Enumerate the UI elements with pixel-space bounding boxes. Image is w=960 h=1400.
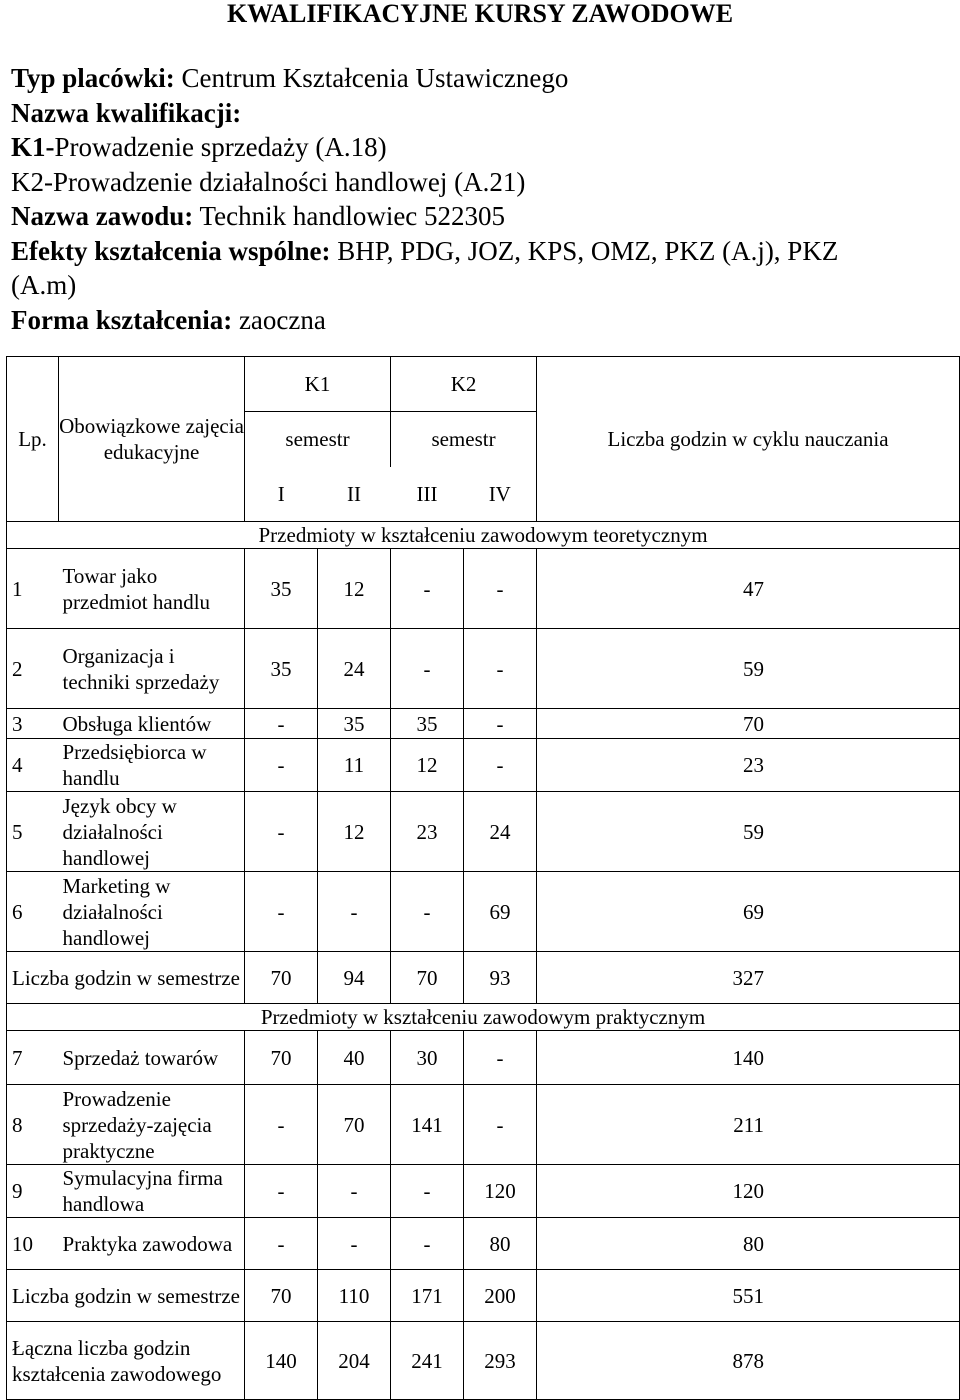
- theory-sum-row-sem-4: 93: [464, 952, 537, 1004]
- row-sem-3: 30: [391, 1031, 464, 1085]
- row-total: 80: [537, 1218, 960, 1270]
- row-total: 47: [537, 549, 960, 629]
- grand-total-row-sem-2: 204: [318, 1322, 391, 1400]
- row-lp: 2: [7, 629, 59, 709]
- row-sem-2: 11: [318, 739, 391, 792]
- row-subject: Prowadzenie sprzedaży-zajęcia praktyczne: [59, 1085, 245, 1165]
- row-lp: 10: [7, 1218, 59, 1270]
- col-subject-header: Obowiązkowe zajęcia edukacyjne: [59, 357, 245, 522]
- sem-2-header: II: [347, 481, 361, 506]
- row-sem-4: 69: [464, 872, 537, 952]
- row-total: 23: [537, 739, 960, 792]
- theory-sum-row-sem-1: 70: [245, 952, 318, 1004]
- grand-total-row-sem-4: 293: [464, 1322, 537, 1400]
- row-subject: Sprzedaż towarów: [59, 1031, 245, 1085]
- section-practice: Przedmioty w kształceniu zawodowym praktycznym: [7, 1004, 960, 1031]
- theory-sum-row-label: Liczba godzin w semestrze: [7, 952, 245, 1004]
- row-subject: Obsługa klientów: [59, 709, 245, 739]
- row-subject: Język obcy w działalności handlowej: [59, 792, 245, 872]
- curriculum-table: [6, 356, 960, 1400]
- row-subject: Towar jako przedmiot handlu: [59, 549, 245, 629]
- zawod-label: Nazwa zawodu:: [11, 201, 194, 231]
- efekty-label: Efekty kształcenia wspólne:: [11, 235, 331, 266]
- theory-sum-row-sem-3: 70: [391, 952, 464, 1004]
- row-sem-1: 35: [245, 549, 318, 629]
- table-row: [7, 792, 960, 872]
- col-total-header: Liczba godzin w cyklu nauczania: [537, 357, 960, 522]
- row-sem-3: -: [391, 629, 464, 709]
- row-lp: 1: [7, 549, 59, 629]
- row-sem-4: -: [464, 549, 537, 629]
- row-sem-4: 80: [464, 1218, 537, 1270]
- placowka-value: Centrum Kształcenia Ustawicznego: [174, 63, 569, 93]
- page-title: KWALIFIKACYJNE KURSY ZAWODOWE: [226, 0, 734, 28]
- row-sem-4: -: [464, 629, 537, 709]
- row-sem-1: -: [245, 709, 318, 739]
- practice-sum-row: [7, 1270, 960, 1322]
- efekty-line: [11, 234, 941, 269]
- table-row: [7, 1031, 960, 1085]
- row-lp: 8: [7, 1085, 59, 1165]
- k1-code: K1-: [11, 132, 55, 162]
- theory-sum-row-sem-2: 94: [318, 952, 391, 1004]
- header-row-k: [7, 357, 960, 412]
- table-row: [7, 1085, 960, 1165]
- k1-semestr-header: semestr: [245, 412, 391, 467]
- col-lp-header: Lp.: [7, 357, 59, 522]
- row-total: 59: [537, 629, 960, 709]
- table-row: [7, 549, 960, 629]
- row-subject: Organizacja i techniki sprzedaży: [59, 629, 245, 709]
- row-sem-2: 70: [318, 1085, 391, 1165]
- grand-total-row-sem-1: 140: [245, 1322, 318, 1400]
- efekty-line-2: (A.m): [11, 270, 77, 300]
- forma-line: [11, 303, 941, 338]
- table-row: [7, 1165, 960, 1218]
- practice-sum-row-total: 551: [537, 1270, 960, 1322]
- forma-label: Forma kształcenia:: [11, 304, 233, 335]
- row-sem-1: -: [245, 1085, 318, 1165]
- k2-header: K2: [391, 357, 537, 412]
- row-subject: Praktyka zawodowa: [59, 1218, 245, 1270]
- row-sem-4: -: [464, 739, 537, 792]
- row-sem-1: 35: [245, 629, 318, 709]
- grand-total-row-sem-3: 241: [391, 1322, 464, 1400]
- section-practice-row: [7, 1004, 960, 1031]
- row-subject: Symulacyjna firma handlowa: [59, 1165, 245, 1218]
- k1-line: [11, 130, 941, 165]
- k1-value: Prowadzenie sprzedaży (A.18): [54, 132, 387, 162]
- table-row: [7, 629, 960, 709]
- row-subject: Marketing w działalności handlowej: [59, 872, 245, 952]
- row-sem-4: -: [464, 709, 537, 739]
- row-sem-2: -: [318, 872, 391, 952]
- row-lp: 3: [7, 709, 59, 739]
- practice-sum-row-label: Liczba godzin w semestrze: [7, 1270, 245, 1322]
- placowka-line: [11, 61, 941, 96]
- row-total: 70: [537, 709, 960, 739]
- course-info: [11, 61, 941, 337]
- table-row: [7, 709, 960, 739]
- k2-line: K2-Prowadzenie działalności handlowej (A.21): [11, 166, 526, 197]
- table-row: [7, 872, 960, 952]
- sem-1-header: I: [245, 467, 318, 522]
- row-sem-1: 70: [245, 1031, 318, 1085]
- row-sem-3: -: [391, 872, 464, 952]
- zawod-line: [11, 199, 941, 234]
- row-sem-3: -: [391, 1165, 464, 1218]
- row-lp: 9: [7, 1165, 59, 1218]
- row-sem-1: -: [245, 792, 318, 872]
- row-sem-3: -: [391, 1218, 464, 1270]
- row-sem-2: 12: [318, 549, 391, 629]
- row-sem-3: -: [391, 549, 464, 629]
- k2-semestr-header: semestr: [391, 412, 537, 467]
- forma-value: zaoczna: [232, 304, 326, 335]
- row-sem-4: -: [464, 1085, 537, 1165]
- sem-3-header: III: [416, 481, 438, 506]
- zawod-value: Technik handlowiec 522305: [193, 201, 506, 231]
- practice-sum-row-sem-3: 171: [391, 1270, 464, 1322]
- row-sem-2: 40: [318, 1031, 391, 1085]
- placowka-label: Typ placówki:: [11, 63, 175, 93]
- table-row: [7, 739, 960, 792]
- kwalifikacja-line: [11, 96, 941, 131]
- row-sem-3: 23: [391, 792, 464, 872]
- row-sem-1: -: [245, 739, 318, 792]
- row-sem-3: 35: [391, 709, 464, 739]
- practice-sum-row-sem-4: 200: [464, 1270, 537, 1322]
- row-sem-2: 12: [318, 792, 391, 872]
- row-sem-3: 12: [391, 739, 464, 792]
- row-total: 69: [537, 872, 960, 952]
- row-total: 120: [537, 1165, 960, 1218]
- row-sem-4: 24: [464, 792, 537, 872]
- k1-header: K1: [245, 357, 391, 412]
- row-sem-2: -: [318, 1165, 391, 1218]
- row-sem-4: -: [464, 1031, 537, 1085]
- row-total: 59: [537, 792, 960, 872]
- row-subject: Przedsiębiorca w handlu: [59, 739, 245, 792]
- row-lp: 4: [7, 739, 59, 792]
- table-row: [7, 1218, 960, 1270]
- row-total: 140: [537, 1031, 960, 1085]
- efekty-value: BHP, PDG, JOZ, KPS, OMZ, PKZ (A.j), PKZ: [330, 235, 839, 266]
- row-sem-3: 141: [391, 1085, 464, 1165]
- row-lp: 7: [7, 1031, 59, 1085]
- row-sem-1: -: [245, 872, 318, 952]
- theory-sum-row-total: 327: [537, 952, 960, 1004]
- row-sem-2: 35: [318, 709, 391, 739]
- practice-sum-row-sem-2: 110: [318, 1270, 391, 1322]
- row-sem-2: -: [318, 1218, 391, 1270]
- row-sem-1: -: [245, 1165, 318, 1218]
- grand-total-row: [7, 1322, 960, 1400]
- section-theory-row: [7, 522, 960, 549]
- kwalifikacja-label: Nazwa kwalifikacji:: [11, 97, 242, 128]
- theory-sum-row: [7, 952, 960, 1004]
- row-total: 211: [537, 1085, 960, 1165]
- row-sem-1: -: [245, 1218, 318, 1270]
- section-theory: Przedmioty w kształceniu zawodowym teoretycznym: [7, 522, 960, 549]
- grand-total-row-label: Łączna liczba godzin kształcenia zawodowego: [7, 1322, 245, 1400]
- row-sem-4: 120: [464, 1165, 537, 1218]
- row-lp: 6: [7, 872, 59, 952]
- row-lp: 5: [7, 792, 59, 872]
- grand-total-row-total: 878: [537, 1322, 960, 1400]
- practice-sum-row-sem-1: 70: [245, 1270, 318, 1322]
- row-sem-2: 24: [318, 629, 391, 709]
- sem-4-header: IV: [464, 467, 537, 522]
